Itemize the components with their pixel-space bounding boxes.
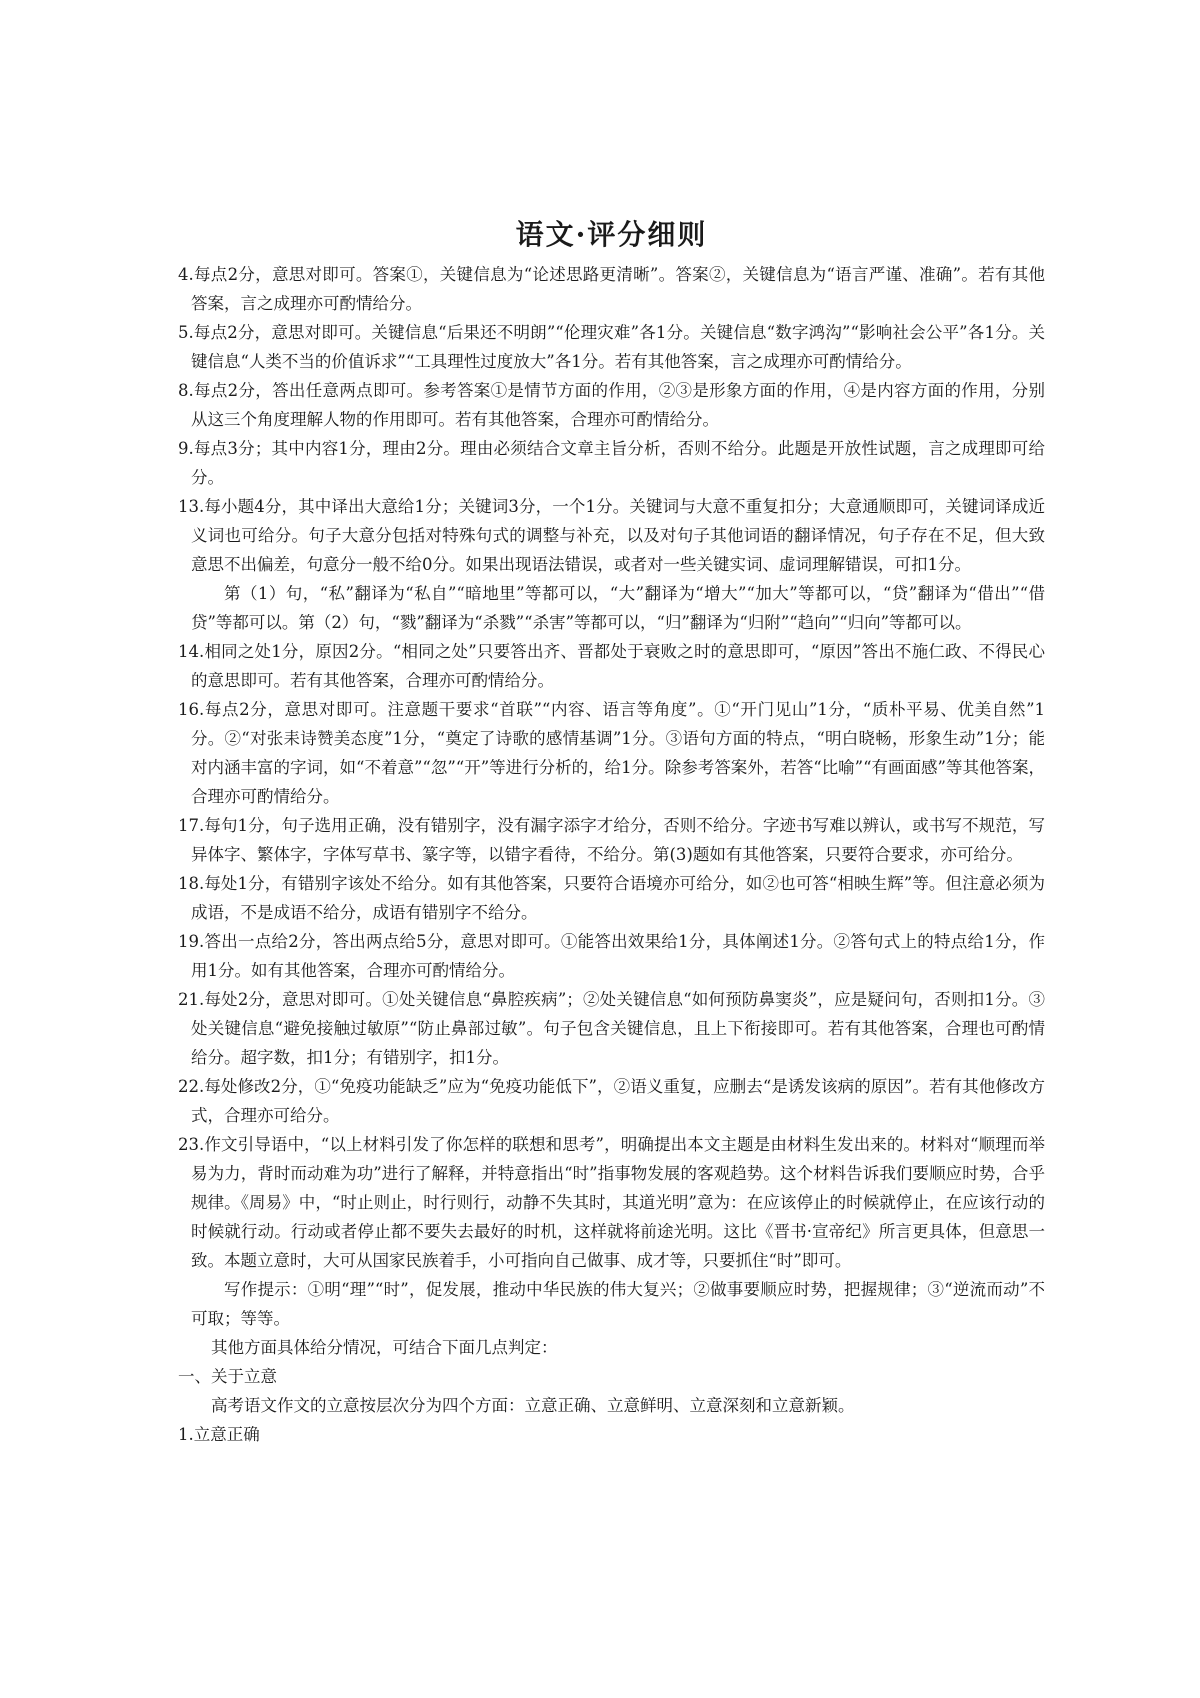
rule-item-16: 16.每点2分，意思对即可。注意题干要求“首联”“内容、语言等角度”。①“开门见山”1分，“质朴平易、优美自然”1分。②“对张耒诗赞美态度”1分，“奠定了诗歌的感情基调”1分。③语句方面的特点，“明白晓畅，形象生动”1分；能对内涵丰富的字词，如“不着意”“忽”“开”等进行分析的，给1分。除参考答案外，若答“比喻”“有画面感”等其他答案，合理亦可酌情给分。: [178, 700, 1045, 806]
rule-item-13-detail: 第（1）句，“私”翻译为“私自”“暗地里”等都可以，“大”翻译为“增大”“加大”等都可以，“贷”翻译为“借出”“借贷”等都可以。第（2）句，“戮”翻译为“杀戮”“杀害”等都可以，“归”翻译为“归附”“趋向”“归向”等都可以。: [191, 584, 1045, 632]
rule-item-13: 13.每小题4分，其中译出大意给1分；关键词3分，一个1分。关键词与大意不重复扣分；大意通顺即可，关键词译成近义词也可给分。句子大意分包括对特殊句式的调整与补充，以及对句子其他词语的翻译情况，句子存在不足，但大致意思不出偏差，句意分一般不给0分。如果出现语法错误，或者对一些关键实词、虚词理解错误，可扣1分。: [178, 497, 1045, 574]
scoring-rules: [178, 260, 1045, 1449]
rule-item-21: 21.每处2分，意思对即可。①处关键信息“鼻腔疾病”；②处关键信息“如何预防鼻窦炎”，应是疑问句，否则扣1分。③处关键信息“避免接触过敏原”“防止鼻部过敏”。句子包含关键信息，且上下衔接即可。若有其他答案，合理也可酌情给分。超字数，扣1分；有错别字，扣1分。: [178, 990, 1045, 1067]
section-intent-text: 高考语文作文的立意按层次分为四个方面：立意正确、立意鲜明、立意深刻和立意新颖。: [211, 1396, 855, 1415]
rule-item-4: 4.每点2分，意思对即可。答案①，关键信息为“论述思路更清晰”。答案②，关键信息为“语言严谨、准确”。若有其他答案，言之成理亦可酌情给分。: [178, 265, 1045, 313]
rule-item-8: 8.每点2分，答出任意两点即可。参考答案①是情节方面的作用，②③是形象方面的作用，④是内容方面的作用，分别从这三个角度理解人物的作用即可。若有其他答案，合理亦可酌情给分。: [178, 381, 1045, 429]
rule-item-23: 23.作文引导语中，“以上材料引发了你怎样的联想和思考”，明确提出本文主题是由材料生发出来的。材料对“顺理而举易为力，背时而动难为功”进行了解释，并特意指出“时”指事物发展的客观趋势。这个材料告诉我们要顺应时势，合乎规律。《周易》中，“时止则止，时行则行，动静不失其时，其道光明”意为：在应该停止的时候就停止，在应该行动的时候就行动。行动或者停止都不要失去最好的时机，这样就将前途光明。这比《晋书·宣帝纪》所言更具体，但意思一致。本题立意时，大可从国家民族着手，小可指向自己做事、成才等，只要抓住“时”即可。: [178, 1135, 1045, 1270]
rule-item-9: 9.每点3分；其中内容1分，理由2分。理由必须结合文章主旨分析，否则不给分。此题是开放性试题，言之成理即可给分。: [178, 439, 1045, 487]
rule-item-22: 22.每处修改2分，①“免疫功能缺乏”应为“免疫功能低下”，②语义重复，应删去“是诱发该病的原因”。若有其他修改方式，合理亦可给分。: [178, 1077, 1045, 1125]
rule-item-19: 19.答出一点给2分，答出两点给5分，意思对即可。①能答出效果给1分，具体阐述1分。②答句式上的特点给1分，作用1分。如有其他答案，合理亦可酌情给分。: [178, 932, 1045, 980]
rule-item-23-tips: 写作提示：①明“理”“时”，促发展，推动中华民族的伟大复兴；②做事要顺应时势，把握规律；③“逆流而动”不可取；等等。: [191, 1280, 1045, 1328]
section-heading-intent: 一、关于立意: [178, 1367, 277, 1386]
other-criteria-intro: 其他方面具体给分情况，可结合下面几点判定：: [211, 1338, 558, 1357]
rule-item-17: 17.每句1分，句子选用正确，没有错别字，没有漏字添字才给分，否则不给分。字迹书写难以辨认，或书写不规范，写异体字、繁体字，字体写草书、篆字等，以错字看待，不给分。第(3)题如有其他答案，只要符合要求，亦可给分。: [178, 816, 1045, 864]
rule-item-14: 14.相同之处1分，原因2分。“相同之处”只要答出齐、晋都处于衰败之时的意思即可，“原因”答出不施仁政、不得民心的意思即可。若有其他答案，合理亦可酌情给分。: [178, 642, 1045, 690]
page-title: 语文·评分细则: [515, 218, 708, 251]
rule-item-18: 18.每处1分，有错别字该处不给分。如有其他答案，只要符合语境亦可给分，如②也可答“相映生辉”等。但注意必须为成语，不是成语不给分，成语有错别字不给分。: [178, 874, 1045, 922]
subheading-intent-correct: 1.立意正确: [178, 1425, 260, 1444]
rule-item-5: 5.每点2分，意思对即可。关键信息“后果还不明朗”“伦理灾难”各1分。关键信息“数字鸿沟”“影响社会公平”各1分。关键信息“人类不当的价值诉求”“工具理性过度放大”各1分。若有其他答案，言之成理亦可酌情给分。: [178, 323, 1045, 371]
